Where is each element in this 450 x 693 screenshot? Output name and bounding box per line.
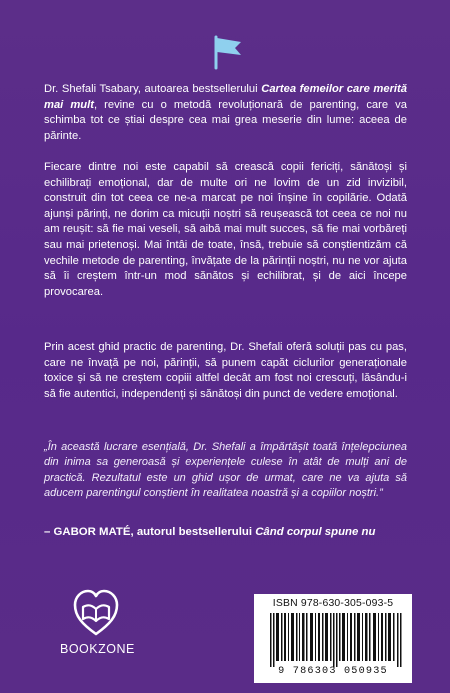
- intro-rest-text: , revine cu o metodă revoluționară de parenting, care va schimba tot ce știai despre cea mai grea meserie din lume: aceea de părinte.: [44, 98, 407, 142]
- ean-first-digit: 9: [278, 666, 286, 677]
- endorsement-attribution: [44, 524, 407, 540]
- intro-book-title: Cartea femeilor care merită mai mult: [44, 83, 407, 111]
- attribution-author: – GABOR MATÉ, autorul bestsellerului: [44, 526, 256, 538]
- heart-book-icon: [72, 588, 120, 638]
- body-paragraph-2-text: Fiecare dintre noi este capabil să crească copii fericiți, sănătoși și echilibrați emoțional, dar de multe ori ne lovim de un zid invizibil, construit din tot ceea ce ne-a marcat pe noi înșine în copilărie. Odată ajunși părinți, ne dorim ca micuții noștri să reușească tot ceea ce noi nu am reușit: să fie mai veseli, să aibă mai mult succes, să fie mai vorbăreți sau mai prietenoși. Mai întâi de toate, însă, trebuie să conștientizăm că vechile metode de parenting, învățate de la părinții noștri, nu ne vor ajuta să îi creștem într-un mod sănătos și echilibrat, și de aici începe provocarea.: [44, 161, 407, 298]
- ean-right-group: 050935: [343, 666, 388, 677]
- endorsement-quote: „În această lucrare esențială, Dr. Shefali a împărtășit toată înțelepciunea din inima sa generoasă și experiențele culese în atât de mulți ani de practică. Rezultatul este un ghid ușor de urmat, care ne va ajuta să aducem parentingul conștient în realitatea noastră și a copiilor noștri.”: [44, 441, 407, 500]
- isbn-label: ISBN 978-630-305-093-5: [272, 598, 394, 609]
- body-paragraph-3: [44, 340, 407, 402]
- body-paragraph-2: [44, 160, 407, 300]
- body-paragraph-3-text: Prin acest ghid practic de parenting, Dr. Shefali oferă soluții pas cu pas, care ne învață pe noi, părinții, să punem capăt ciclurilor generaționale toxice și să ne creștem copiii altfel decât am fost noi crescuți, lăsându-i să fie autentici, independenți și sănătoși din punct de vedere emoțional.: [44, 341, 407, 400]
- isbn-barcode: [254, 594, 412, 683]
- ean-digits: [258, 666, 408, 677]
- intro-author-text: Dr. Shefali Tsabary, autoarea bestsellerului: [44, 83, 262, 95]
- intro-paragraph: [44, 82, 407, 144]
- flag-icon: [205, 30, 247, 72]
- publisher-name: BOOKZONE: [60, 642, 135, 656]
- ean-left-group: 786303: [292, 666, 337, 677]
- attribution-book-title: Când corpul spune nu: [255, 526, 376, 538]
- barcode-bars: [268, 613, 404, 667]
- publisher-logo: [60, 588, 135, 668]
